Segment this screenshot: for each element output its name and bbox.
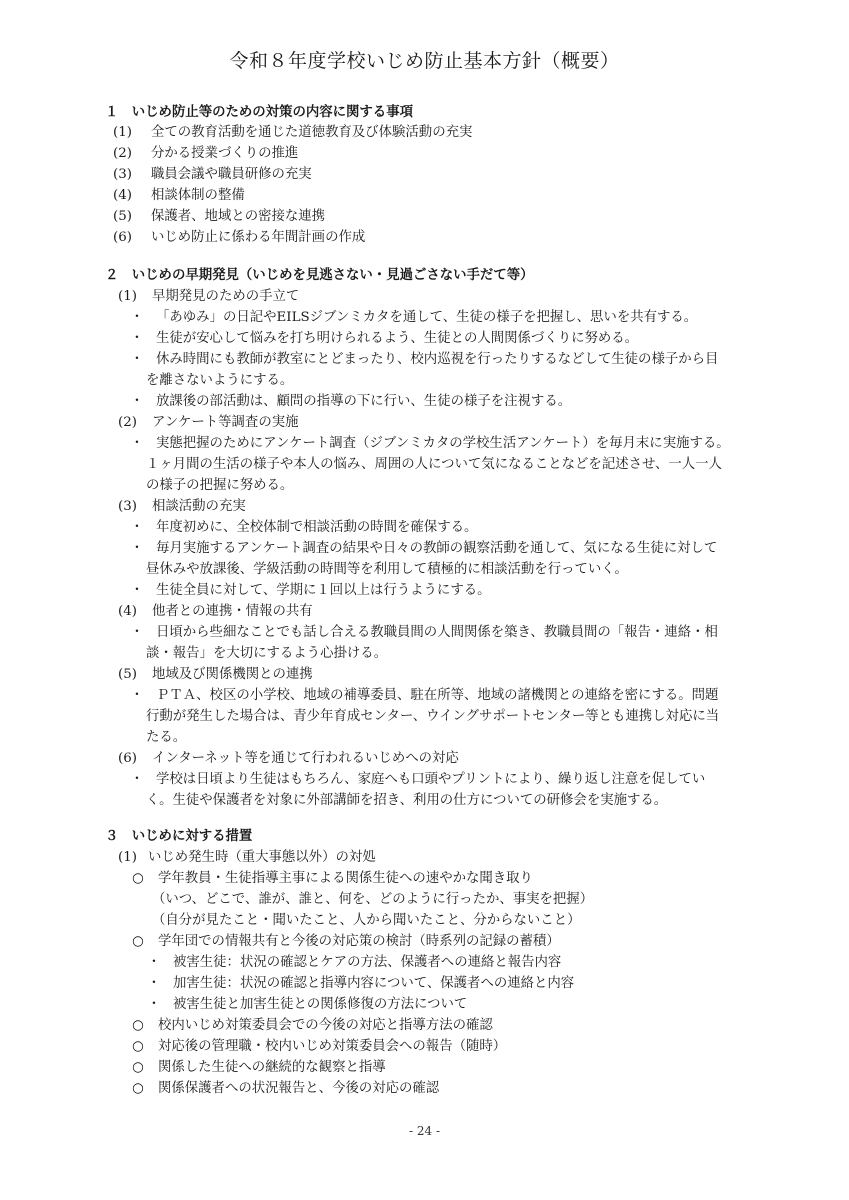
item-text: 全ての教育活動を通じた道徳教育及び体験活動の充実	[151, 125, 473, 140]
bullet-text: 被害生徒と加害生徒との関係修復の方法について	[173, 997, 468, 1012]
bullet-continuation: 行動が発生した場合は、青少年育成センター、ウイングサポートセンター等とも連携し対応に当	[146, 709, 720, 724]
item-text: いじめ防止に係わる年間計画の作成	[151, 230, 366, 245]
item-text: 相談体制の整備	[151, 188, 245, 203]
bullet-item	[126, 539, 717, 559]
bullet-mark: ・	[130, 352, 144, 367]
circle-text: 学年団での情報共有と今後の対応策の検討（時系列の記録の蓄積）	[158, 934, 560, 949]
bullet-continuation: く。生徒や保護者を対象に外部講師を招き、利用の仕方についての研修会を実施する。	[146, 793, 668, 808]
bullet-text: 実態把握のためにアンケート調査（ジブンミカタの学校生活アンケート）を毎月末に実施する。	[156, 436, 730, 451]
bullet-mark: ・	[130, 541, 144, 556]
bullet-continuation: たる。	[146, 730, 187, 745]
circle-mark: ○	[132, 1060, 144, 1075]
page-number: - 24 -	[408, 1124, 440, 1138]
circle-mark: ○	[132, 1039, 144, 1054]
item-number: (4)	[113, 188, 132, 203]
bullet-item	[126, 392, 571, 412]
bullet-item	[126, 518, 477, 538]
bullet-item	[126, 623, 718, 643]
circle-item	[128, 1079, 439, 1099]
bullet-mark: ・	[147, 955, 161, 970]
subsection-number: (2)	[118, 415, 137, 430]
circle-item	[128, 1016, 493, 1036]
bullet-text: 加害生徒：状況の確認と指導内容について、保護者への連絡と内容	[173, 976, 575, 991]
bullet-text: ＰＴＡ、校区の小学校、地域の補導委員、駐在所等、地域の諸機関との連絡を密にする。問題	[156, 688, 719, 703]
list-item	[113, 123, 472, 143]
page-title: 令和８年度学校いじめ防止基本方針（概要）	[229, 50, 620, 72]
subsection-title: アンケート等調査の実施	[152, 415, 299, 430]
bullet-text: 「あゆみ」の日記やEILSジブンミカタを通して、生徒の様子を把握し、思いを共有する。	[156, 310, 698, 325]
bullet-item	[126, 308, 697, 328]
circle-item	[128, 1058, 386, 1078]
bullet-item	[143, 974, 574, 994]
list-item	[113, 207, 325, 227]
bullet-text: 生徒全員に対して、学期に１回以上は行うようにする。	[156, 583, 491, 598]
bullet-text: 学校は日頃より生徒はもちろん、家庭へも口頭やプリントにより、繰り返し注意を促してい	[156, 772, 706, 787]
circle-mark: ○	[132, 934, 144, 949]
bullet-item	[126, 350, 718, 370]
bullet-text: 生徒が安心して悩みを打ち明けられるよう、生徒との人間関係づくりに努める。	[156, 331, 639, 346]
subsection-number: (3)	[118, 499, 137, 514]
bullet-item	[126, 434, 730, 454]
bullet-mark: ・	[130, 688, 144, 703]
section-2-heading: ２ いじめの早期発見（いじめを見逃さない・見過ごさない手だて等）	[105, 268, 534, 283]
bullet-mark: ・	[130, 436, 144, 451]
list-item	[113, 144, 298, 164]
subsection-heading	[118, 287, 299, 307]
note-line: （自分が見たこと・聞いたこと、人から聞いたこと、分からないこと）	[152, 913, 581, 928]
circle-item	[128, 1037, 506, 1057]
item-text: 職員会議や職員研修の充実	[151, 167, 312, 182]
item-text: 保護者、地域との密接な連携	[151, 209, 326, 224]
bullet-mark: ・	[130, 772, 144, 787]
item-text: 分かる授業づくりの推進	[151, 146, 299, 161]
circle-text: 対応後の管理職・校内いじめ対策委員会への報告（随時）	[158, 1039, 507, 1054]
circle-text: 学年教員・生徒指導主事による関係生徒への速やかな聞き取り	[158, 871, 533, 886]
bullet-continuation: １ヶ月間の生活の様子や本人の悩み、周囲の人について気になることなどを記述させ、一人一人	[146, 457, 722, 472]
bullet-continuation: の様子の把握に努める。	[146, 478, 294, 493]
section-1-heading: １ いじめ防止等のための対策の内容に関する事項	[105, 105, 413, 120]
item-number: (2)	[113, 146, 132, 161]
bullet-text: 被害生徒：状況の確認とケアの方法、保護者への連絡と報告内容	[173, 955, 562, 970]
bullet-mark: ・	[130, 583, 144, 598]
subsection-heading	[118, 848, 376, 868]
bullet-item	[126, 686, 718, 706]
subsection-heading	[118, 602, 313, 622]
subsection-title: 地域及び関係機関との連携	[152, 667, 313, 682]
bullet-item	[126, 329, 638, 349]
bullet-text: 放課後の部活動は、顧問の指導の下に行い、生徒の様子を注視する。	[156, 394, 572, 409]
subsection-title: いじめ発生時（重大事態以外）の対処	[148, 850, 376, 865]
list-item	[113, 186, 245, 206]
list-item	[113, 228, 365, 248]
item-number: (1)	[113, 125, 132, 140]
bullet-mark: ・	[130, 625, 144, 640]
subsection-title: 他者との連携・情報の共有	[152, 604, 313, 619]
bullet-mark: ・	[147, 976, 161, 991]
circle-text: 校内いじめ対策委員会での今後の対応と指導方法の確認	[158, 1018, 493, 1033]
subsection-number: (5)	[118, 667, 137, 682]
circle-mark: ○	[132, 1018, 144, 1033]
subsection-number: (1)	[118, 289, 137, 304]
circle-mark: ○	[132, 1081, 144, 1096]
subsection-heading	[118, 749, 459, 769]
bullet-mark: ・	[130, 394, 144, 409]
note-line: （いつ、どこで、誰が、誰と、何を、どのように行ったか、事実を把握）	[152, 892, 594, 907]
item-number: (3)	[113, 167, 132, 182]
bullet-item	[126, 770, 705, 790]
circle-item	[128, 869, 533, 889]
subsection-heading	[118, 665, 313, 685]
subsection-heading	[118, 497, 246, 517]
subsection-heading	[118, 413, 299, 433]
circle-text: 関係保護者への状況報告と、今後の対応の確認	[158, 1081, 440, 1096]
bullet-continuation: 談・報告」を大切にするよう心掛ける。	[146, 646, 388, 661]
bullet-text: 年度初めに、全校体制で相談活動の時間を確保する。	[156, 520, 478, 535]
subsection-title: 相談活動の充実	[152, 499, 246, 514]
circle-item	[128, 932, 560, 952]
bullet-text: 日頃から些細なことでも話し合える教職員間の人間関係を築き、教職員間の「報告・連絡・相	[156, 625, 718, 640]
subsection-number: (4)	[118, 604, 137, 619]
item-number: (6)	[113, 230, 132, 245]
bullet-mark: ・	[130, 520, 144, 535]
section-3-heading: ３ いじめに対する措置	[105, 829, 253, 844]
bullet-item	[143, 995, 467, 1015]
bullet-item	[143, 953, 561, 973]
bullet-text: 休み時間にも教師が教室にとどまったり、校内巡視を行ったりするなどして生徒の様子から目	[156, 352, 719, 367]
subsection-number: (1)	[118, 850, 137, 865]
bullet-mark: ・	[130, 310, 144, 325]
bullet-item	[126, 581, 491, 601]
subsection-title: 早期発見のための手立て	[152, 289, 300, 304]
bullet-mark: ・	[130, 331, 144, 346]
list-item	[113, 165, 312, 185]
subsection-number: (6)	[118, 751, 137, 766]
bullet-continuation: 昼休みや放課後、学級活動の時間等を利用して積極的に相談活動を行っていく。	[146, 562, 628, 577]
bullet-mark: ・	[147, 997, 161, 1012]
bullet-continuation: を離さないようにする。	[146, 373, 294, 388]
bullet-text: 毎月実施するアンケート調査の結果や日々の教師の観察活動を通して、気になる生徒に対して	[156, 541, 718, 556]
circle-mark: ○	[132, 871, 144, 886]
item-number: (5)	[113, 209, 132, 224]
circle-text: 関係した生徒への継続的な観察と指導	[158, 1060, 386, 1075]
subsection-title: インターネット等を通じて行われるいじめへの対応	[152, 751, 459, 766]
